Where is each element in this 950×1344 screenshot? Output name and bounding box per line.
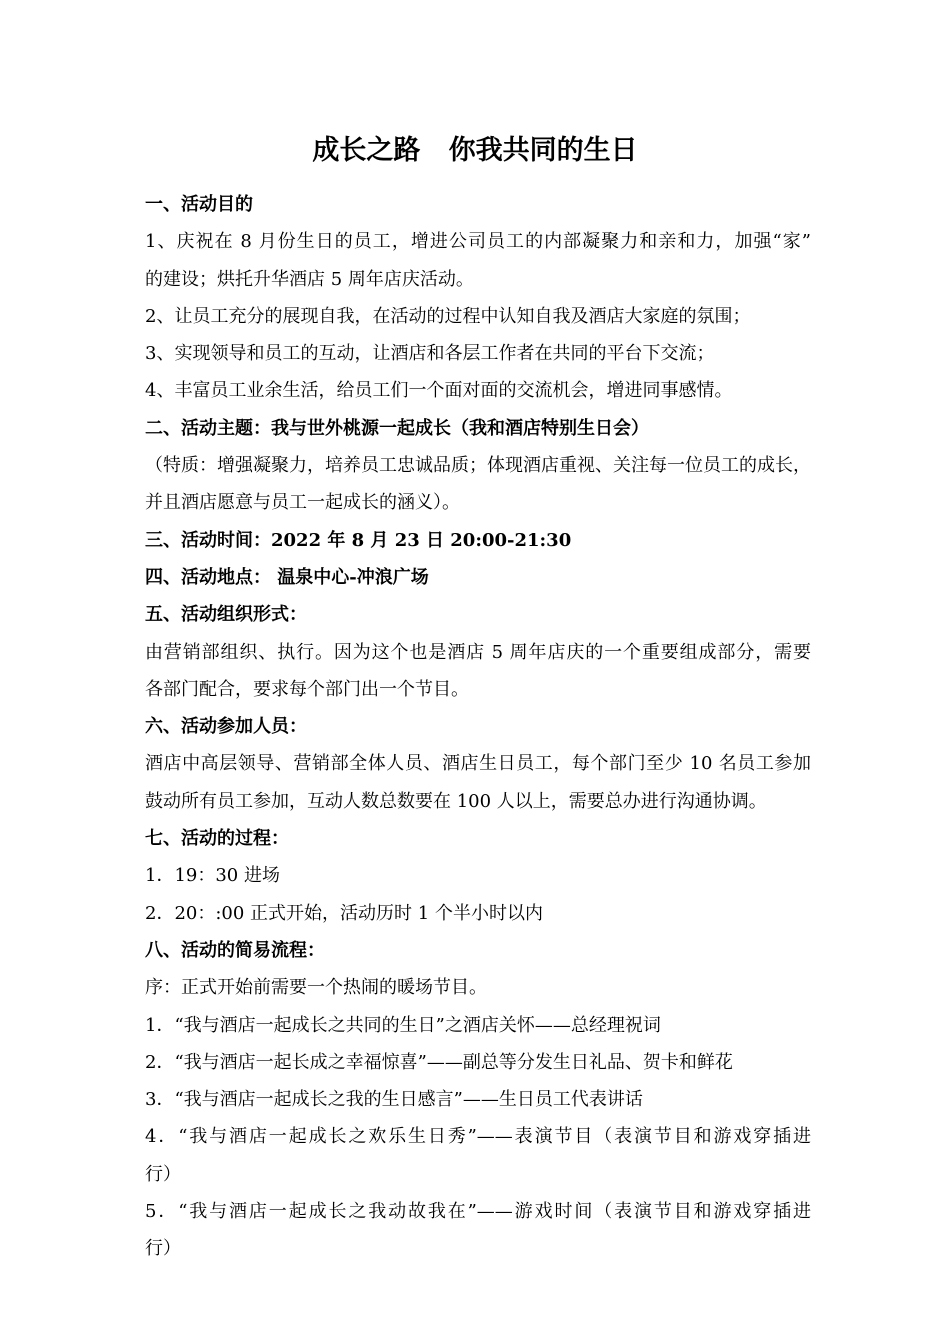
body-line: 的建设；烘托升华酒店 5 周年店庆活动。 [145, 268, 474, 290]
document-title: 成长之路 你我共同的生日 [312, 135, 638, 166]
section-heading-participants: 六、活动参加人员： [145, 716, 307, 738]
body-line: 由营销部组织、执行。因为这个也是酒店 5 周年店庆的一个重要组成部分，需要 [145, 641, 811, 663]
list-item: 1．“我与酒店一起成长之共同的生日”之酒店关怀——总经理祝词 [145, 1014, 661, 1036]
body-line: 3、实现领导和员工的互动，让酒店和各层工作者在共同的平台下交流； [145, 343, 715, 365]
section-heading-purpose: 一、活动目的 [145, 194, 253, 215]
list-item: 1．19：30 进场 [145, 865, 280, 887]
body-line: 4、丰富员工业余生活，给员工们一个面对面的交流机会，增进同事感情。 [145, 380, 733, 402]
list-item: 3．“我与酒店一起成长之我的生日感言”——生日员工代表讲话 [145, 1089, 643, 1111]
body-line: （特质：增强凝聚力，培养员工忠诚品质；体现酒店重视、关注每一位员工的成长， [145, 455, 811, 477]
body-line: 2、让员工充分的展现自我，在活动的过程中认知自我及酒店大家庭的氛围； [145, 305, 751, 327]
body-line: 酒店中高层领导、营销部全体人员、酒店生日员工，每个部门至少 10 名员工参加 [145, 753, 811, 775]
body-line: 1、庆祝在 8 月份生日的员工，增进公司员工的内部凝聚力和亲和力，加强“家” [145, 231, 811, 253]
body-line: 序：正式开始前需要一个热闹的暖场节目。 [145, 977, 487, 999]
body-line: 并且酒店愿意与员工一起成长的涵义）。 [145, 492, 460, 514]
list-item: 2．“我与酒店一起长成之幸福惊喜”——副总等分发生日礼品、贺卡和鲜花 [145, 1051, 733, 1073]
section-heading-format: 五、活动组织形式： [145, 604, 307, 626]
list-item: 2．20：:00 正式开始，活动历时 1 个半小时以内 [145, 902, 543, 924]
section-heading-flow: 八、活动的简易流程： [145, 939, 325, 961]
list-item: 4．“我与酒店一起成长之欢乐生日秀”——表演节目（表演节目和游戏穿插进 [145, 1126, 811, 1148]
section-heading-process: 七、活动的过程： [145, 828, 289, 850]
list-item: 5．“我与酒店一起成长之我动故我在”——游戏时间（表演节目和游戏穿插进 [145, 1201, 811, 1223]
list-item-continuation: 行） [145, 1238, 181, 1260]
body-line: 鼓动所有员工参加，互动人数总数要在 100 人以上，需要总办进行沟通协调。 [145, 790, 767, 812]
list-item-continuation: 行） [145, 1163, 181, 1185]
document-body [145, 186, 811, 1268]
section-heading-time: 三、活动时间：2022 年 8 月 23 日 20:00-21:30 [145, 529, 572, 551]
section-heading-theme: 二、活动主题：我与世外桃源一起成长（我和酒店特别生日会） [145, 417, 649, 439]
body-line: 各部门配合，要求每个部门出一个节目。 [145, 678, 469, 700]
section-heading-location: 四、活动地点： 温泉中心-冲浪广场 [145, 566, 429, 588]
